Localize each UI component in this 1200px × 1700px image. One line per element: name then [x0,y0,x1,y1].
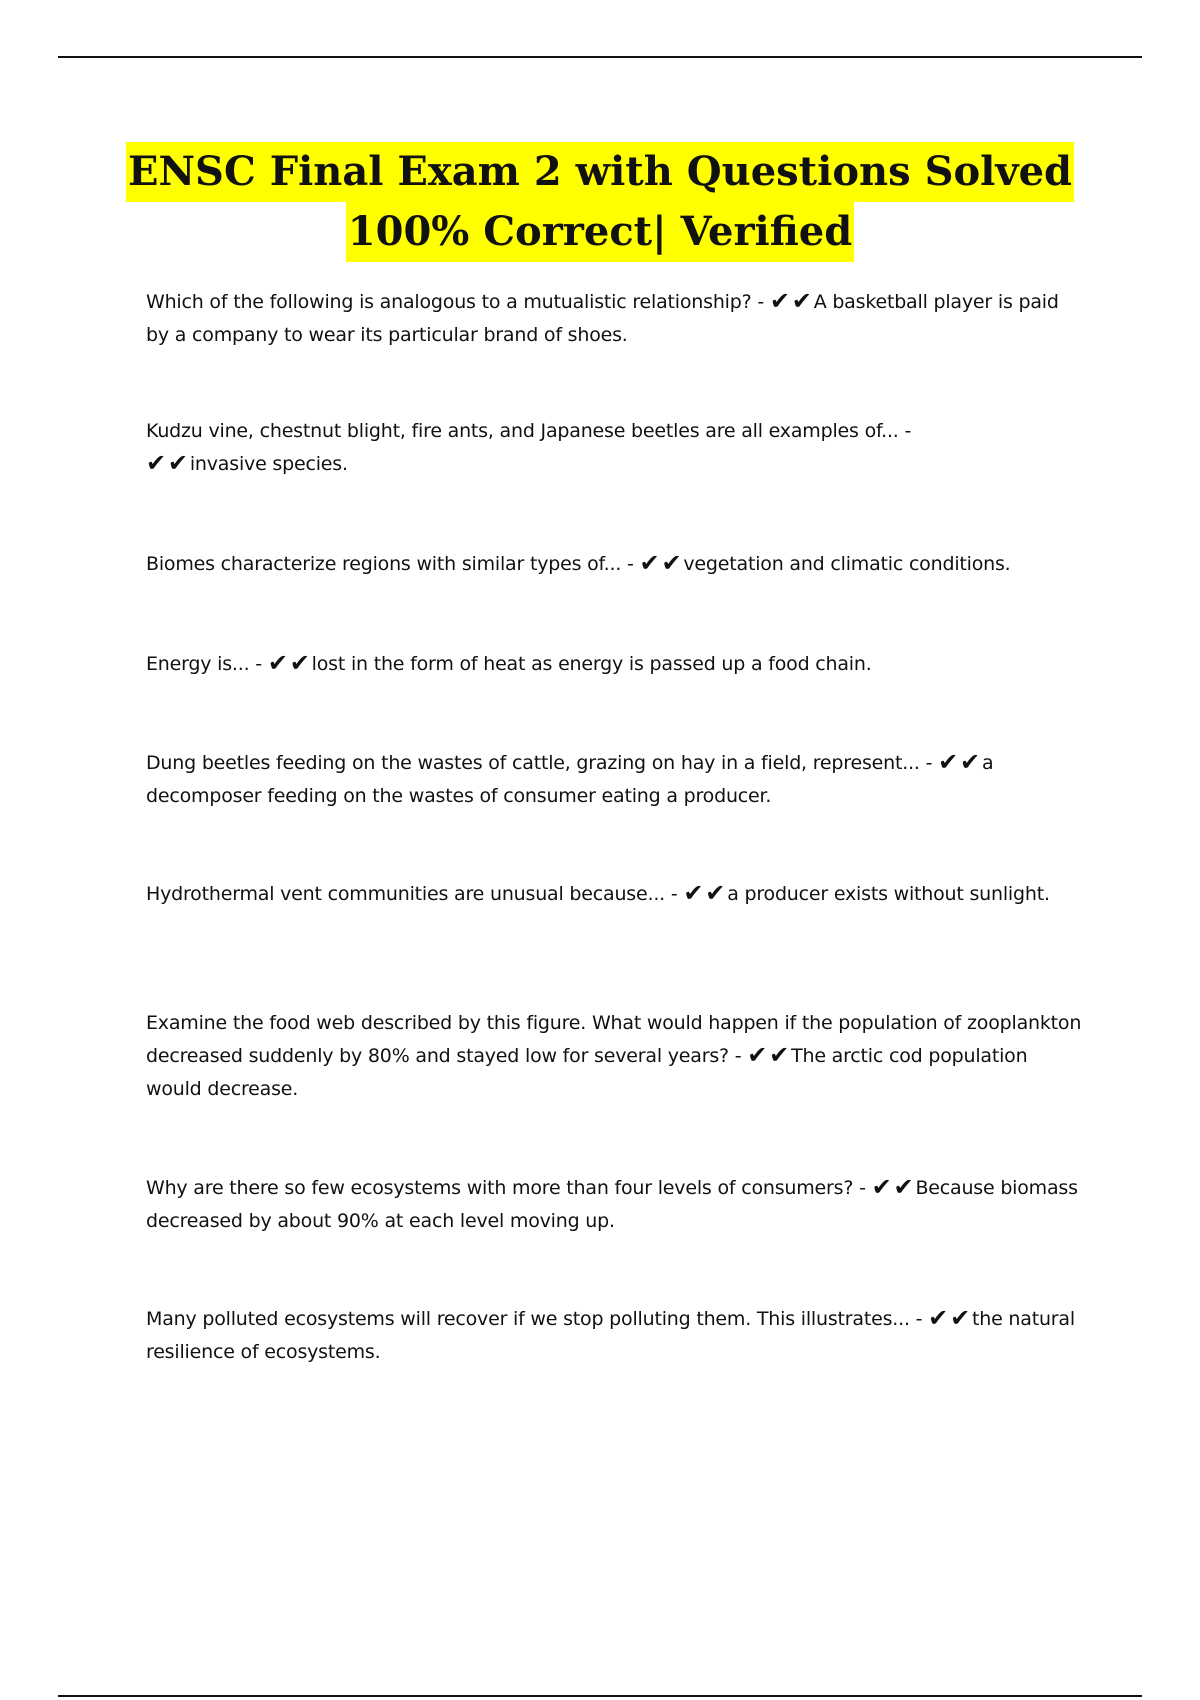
answer-text: invasive species. [189,453,348,475]
separator: - [621,553,640,575]
qa-item [146,1303,1086,1369]
separator: - [728,1045,748,1067]
separator: - [898,420,912,442]
bottom-divider [58,1695,1142,1697]
answer-text: the natural resilience of ecosystems. [146,1308,1075,1363]
check-icon: ✔ [705,879,726,907]
question-text: Why are there so few ecosystems with more than four levels of consumers? [146,1177,854,1199]
check-icon: ✔ [747,1041,768,1069]
title-line-2: 100% Correct| Verified [346,202,854,262]
question-text: Hydrothermal vent communities are unusual because... [146,883,665,905]
check-icon: ✔ [871,1173,892,1201]
answer-text: Because biomass decreased by about 90% at each level moving up. [146,1177,1078,1232]
question-text: Examine the food web described by this figure. What would happen if the population of zooplankton decreased suddenly by 80% and stayed low for several years? [146,1012,1082,1067]
answer-text: lost in the form of heat as energy is passed up a food chain. [311,653,872,675]
check-icon: ✔ [791,287,812,315]
answer-text: a decomposer feeding on the wastes of consumer eating a producer. [146,752,994,807]
question-text: Which of the following is analogous to a mutualistic relationship? [146,291,752,313]
check-icon: ✔ [289,649,310,677]
separator: - [909,1308,929,1330]
question-text: Biomes characterize regions with similar types of... [146,553,622,575]
separator: - [249,653,268,675]
check-icon: ✔ [167,449,188,477]
check-icon: ✔ [769,287,790,315]
check-icon: ✔ [950,1304,970,1332]
qa-item [146,286,1086,352]
answer-text: The arctic cod population would decrease. [146,1045,1028,1100]
check-icon: ✔ [661,549,682,577]
question-text: Energy is... [146,653,250,675]
title-line-1: ENSC Final Exam 2 with Questions Solved [126,142,1074,202]
top-divider [58,56,1142,58]
qa-item [146,415,1086,481]
qa-item [146,1007,1086,1106]
check-icon: ✔ [683,879,704,907]
check-icon: ✔ [938,748,959,776]
check-icon: ✔ [769,1041,790,1069]
separator: - [665,883,684,905]
answer-text: vegetation and climatic conditions. [683,553,1011,575]
check-icon: ✔ [146,449,166,477]
check-icon: ✔ [960,748,980,776]
qa-item [146,548,1086,581]
qa-item [146,878,1086,911]
check-icon: ✔ [928,1304,949,1332]
separator: - [853,1177,872,1199]
question-text: Many polluted ecosystems will recover if we stop polluting them. This illustrates... [146,1308,910,1330]
qa-item [146,1172,1086,1238]
answer-text: A basketball player is paid by a company to wear its particular brand of shoes. [146,291,1059,346]
document-title [0,142,1200,262]
answer-text: a producer exists without sunlight. [727,883,1050,905]
qa-item [146,747,1086,813]
check-icon: ✔ [893,1173,914,1201]
qa-item [146,648,1086,681]
question-text: Dung beetles feeding on the wastes of cattle, grazing on hay in a field, represent... [146,752,920,774]
check-icon: ✔ [639,549,660,577]
separator: - [919,752,939,774]
question-text: Kudzu vine, chestnut blight, fire ants, and Japanese beetles are all examples of... [146,420,899,442]
separator: - [751,291,770,313]
check-icon: ✔ [267,649,288,677]
